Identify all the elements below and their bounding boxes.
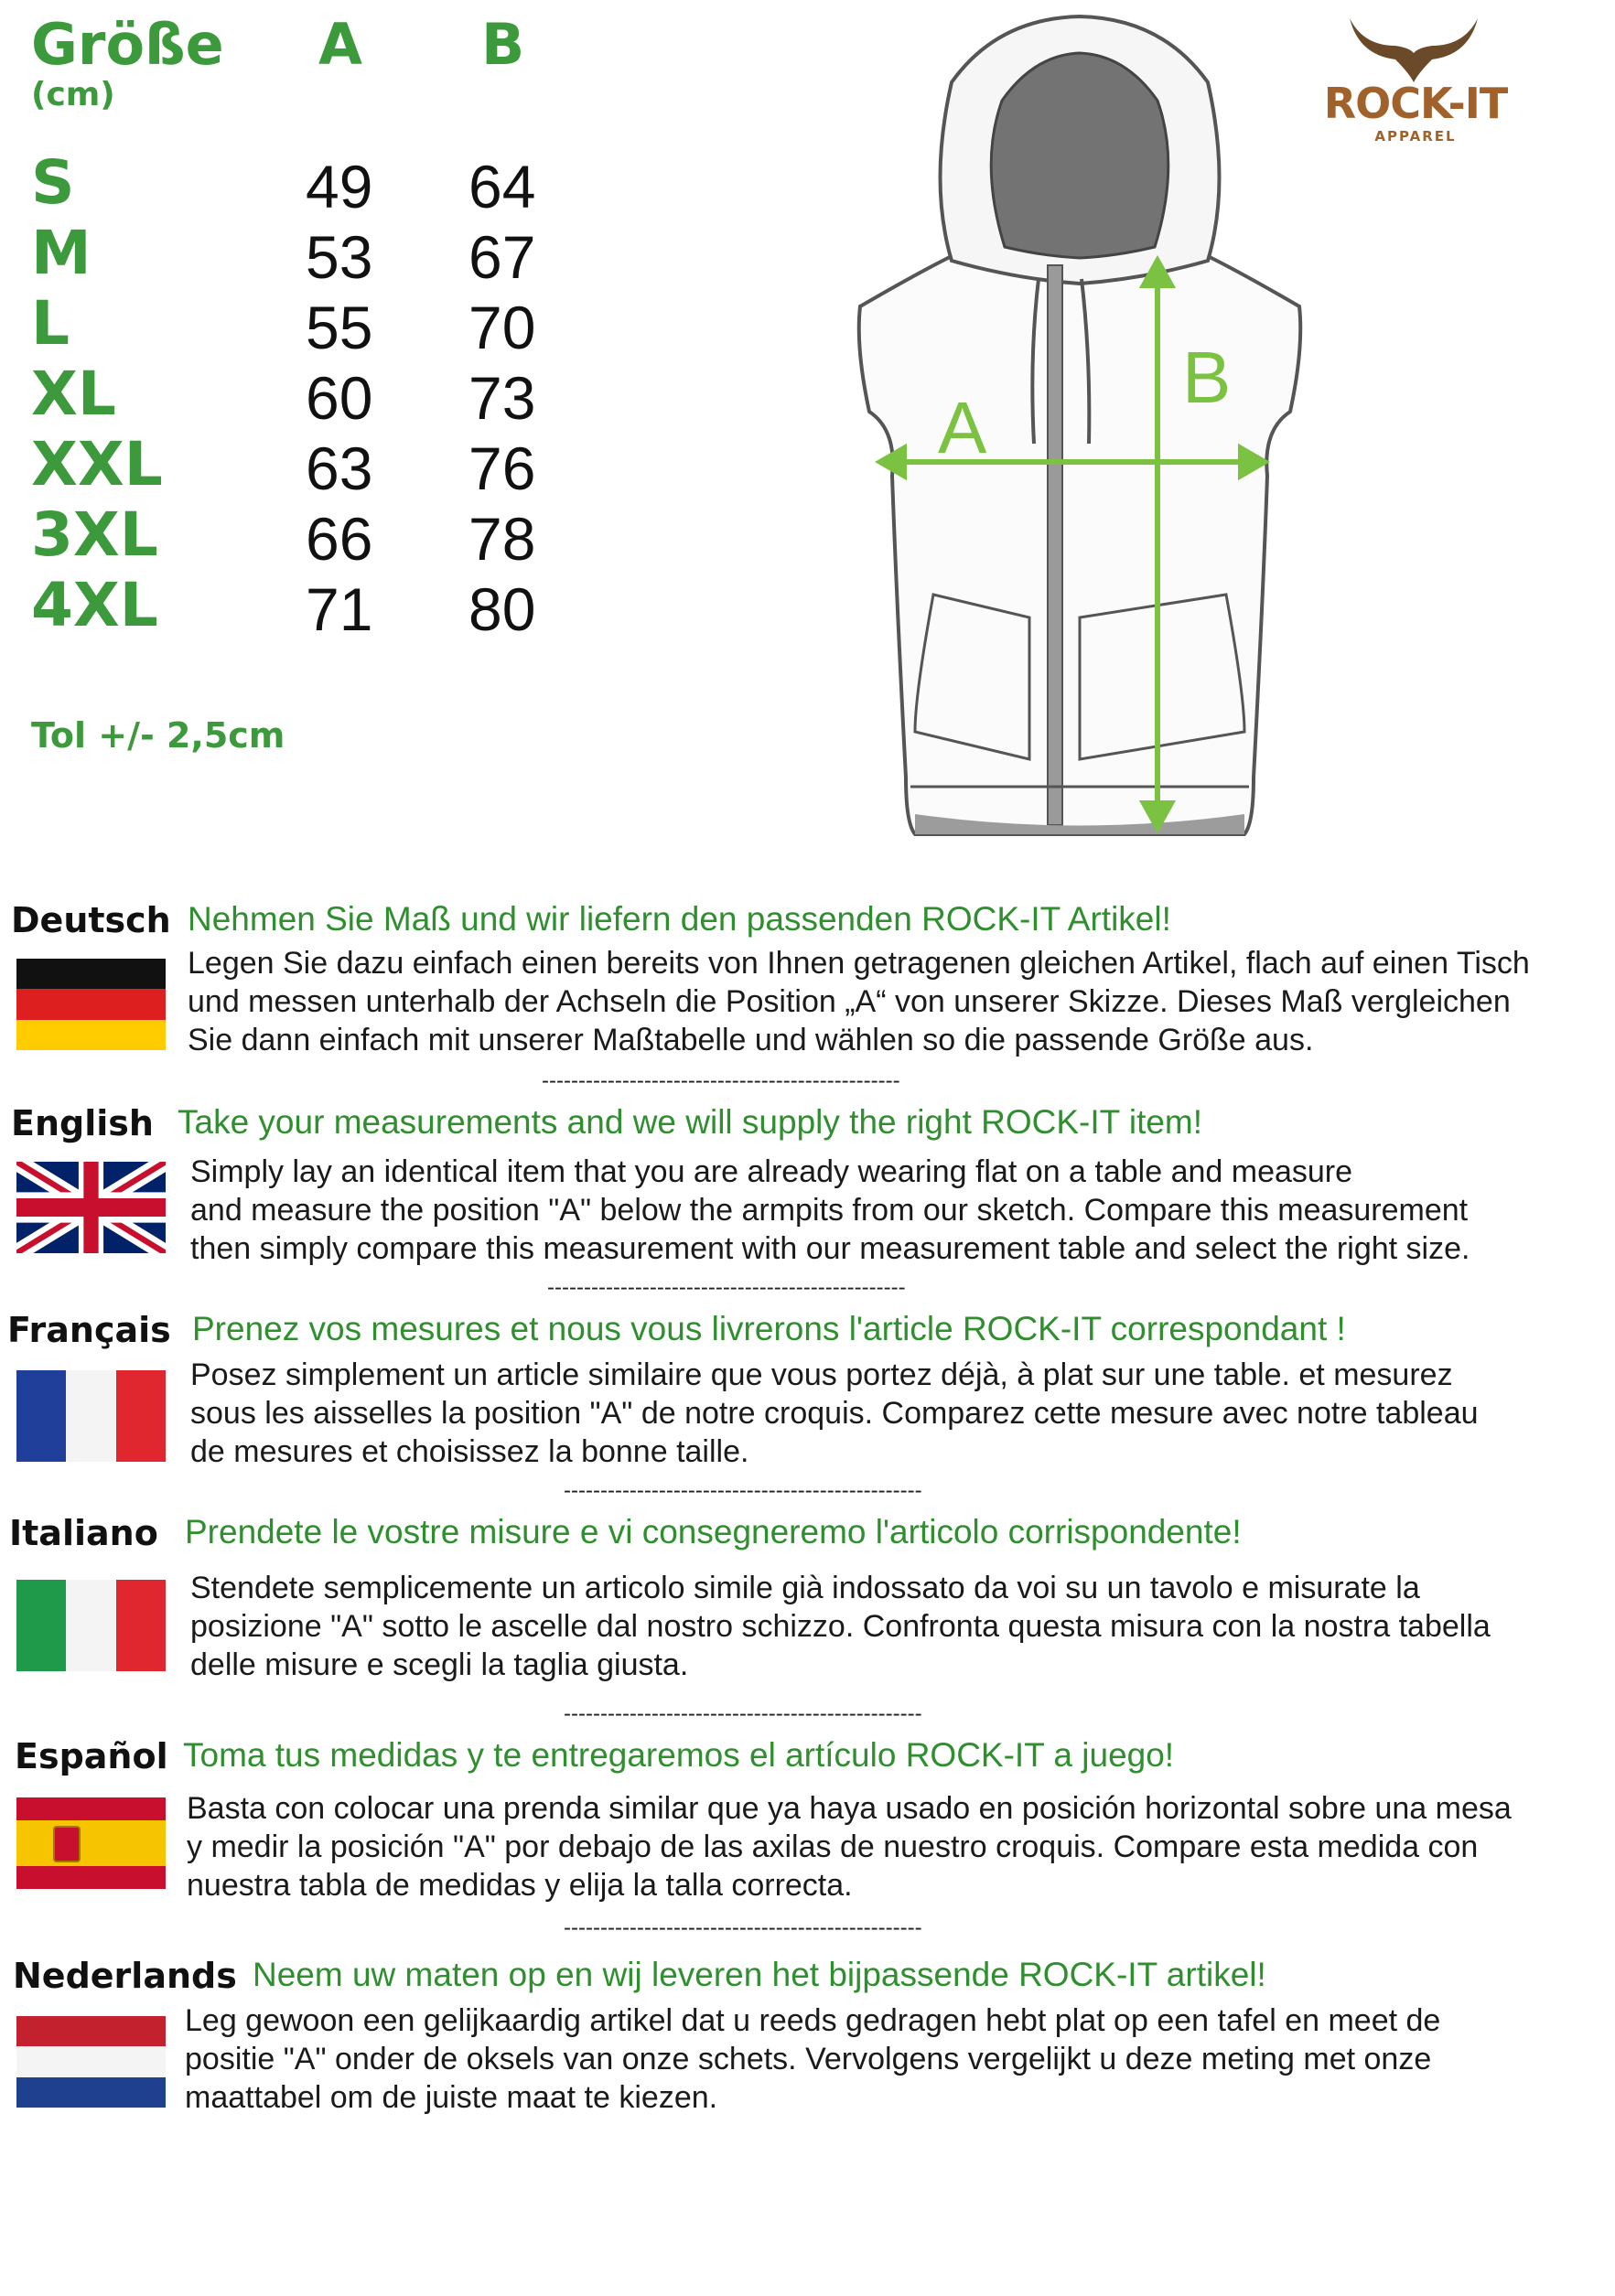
flag-italy-icon (16, 1580, 166, 1671)
flag-spain-icon (16, 1797, 166, 1889)
language-body-english: Simply lay an identical item that you are already wearing flat on a table and measure and measure the position "A" below the armpits from our sketch. Compare this measurement then simply compare this measurement with our measurement table and select the right size. (190, 1154, 1470, 1266)
language-heading-italiano: Prendete le vostre misure e vi consegneremo l'articolo corrispondente! (185, 1513, 1242, 1550)
section-separator: ------------------------------------------------- (547, 1275, 906, 1300)
language-body-italiano: Stendete semplicemente un articolo simile già indossato da voi su un tavolo e misurate la posizione "A" sotto le ascelle dal nostro schizzo. Confronta questa misura con la nostra tabella delle misure e scegli la taglia giusta. (190, 1571, 1491, 1682)
section-separator: ------------------------------------------------- (564, 1701, 922, 1726)
size-value-a: 63 (306, 435, 373, 502)
size-value-b: 73 (468, 364, 536, 432)
size-value-b: 70 (468, 294, 536, 361)
diagram-label-a: A (938, 387, 987, 468)
language-body-nederlands: Leg gewoon een gelijkaardig artikel dat u reeds gedragen hebt plat op een tafel en meet de positie "A" onder de oksels van onze schets. Vervolgens vergelijkt u deze meting met onze maattabel om de juiste maat te kiezen. (185, 2003, 1441, 2115)
flag-france-icon (16, 1370, 166, 1462)
size-value-a: 66 (306, 505, 373, 573)
unit-label: (cm) (31, 76, 115, 113)
logo-sub-text: APPAREL (1374, 128, 1457, 145)
language-body-francais: Posez simplement un article similaire que vous portez déjà, à plat sur une table. et mesurez sous les aisselles la position "A" de notre croquis. Comparez cette mesure avec notre tableau de mesures et choisissez la bonne taille. (190, 1357, 1479, 1469)
language-heading-espanol: Toma tus medidas y te entregaremos el artículo ROCK-IT a juego! (183, 1736, 1175, 1774)
language-name-nederlands: Nederlands (13, 1956, 237, 1996)
size-value-a: 55 (306, 294, 373, 361)
column-a-header: A (318, 11, 362, 78)
size-value-b: 67 (468, 223, 536, 291)
language-heading-nederlands: Neem uw maten op en wij leveren het bijpassende ROCK-IT artikel! (253, 1956, 1266, 1993)
size-value-b: 78 (468, 505, 536, 573)
tolerance-note: Tol +/- 2,5cm (31, 715, 285, 756)
size-label: S (31, 147, 75, 218)
size-header: Größe (31, 11, 224, 78)
size-value-b: 76 (468, 435, 536, 502)
section-separator: ------------------------------------------------- (564, 1478, 922, 1503)
language-heading-deutsch: Nehmen Sie Maß und wir liefern den passenden ROCK-IT Artikel! (188, 900, 1171, 938)
section-separator: ------------------------------------------------- (564, 1915, 922, 1940)
language-name-deutsch: Deutsch (11, 900, 171, 940)
language-name-espanol: Español (15, 1736, 168, 1776)
size-value-a: 53 (306, 223, 373, 291)
flag-uk-icon (16, 1162, 166, 1253)
language-heading-francais: Prenez vos mesures et nous vous livrerons l'article ROCK-IT correspondant ! (192, 1310, 1346, 1347)
section-separator: ------------------------------------------------- (542, 1068, 900, 1093)
size-label: XXL (31, 429, 163, 499)
language-body-deutsch: Legen Sie dazu einfach einen bereits von Ihnen getragenen gleichen Artikel, flach auf einen Tisch und messen unterhalb der Achseln die Position „A“ von unserer Skizze. Dieses Maß vergleichen Sie dann einfach mit unserer Maßtabelle und wählen so die passende Größe aus. (188, 946, 1530, 1057)
size-label: L (31, 288, 70, 359)
language-heading-english: Take your measurements and we will supply the right ROCK-IT item! (178, 1103, 1203, 1141)
size-value-a: 49 (306, 153, 373, 220)
size-label: M (31, 218, 92, 288)
size-label: 4XL (31, 570, 158, 640)
size-label: 3XL (31, 499, 158, 570)
size-value-a: 71 (306, 575, 373, 643)
language-body-espanol: Basta con colocar una prenda similar que ya haya usado en posición horizontal sobre una mesa y medir la posición "A" por debajo de las axilas de nuestro croquis. Compare esta medida con nuestra tabla de medidas y elija la talla correcta. (187, 1791, 1512, 1903)
column-b-header: B (481, 11, 525, 78)
logo-brand-text: ROCK-IT (1323, 79, 1508, 128)
language-name-francais: Français (7, 1310, 171, 1350)
flag-germany-icon (16, 959, 166, 1050)
size-value-b: 64 (468, 153, 536, 220)
size-value-b: 80 (468, 575, 536, 643)
vest-diagram (842, 0, 1318, 851)
language-name-italiano: Italiano (9, 1513, 158, 1553)
size-value-a: 60 (306, 364, 373, 432)
brand-logo (1295, 9, 1533, 146)
flag-netherlands-icon (16, 2016, 166, 2108)
diagram-label-b: B (1182, 337, 1232, 418)
size-label: XL (31, 359, 116, 429)
language-name-english: English (11, 1103, 154, 1143)
